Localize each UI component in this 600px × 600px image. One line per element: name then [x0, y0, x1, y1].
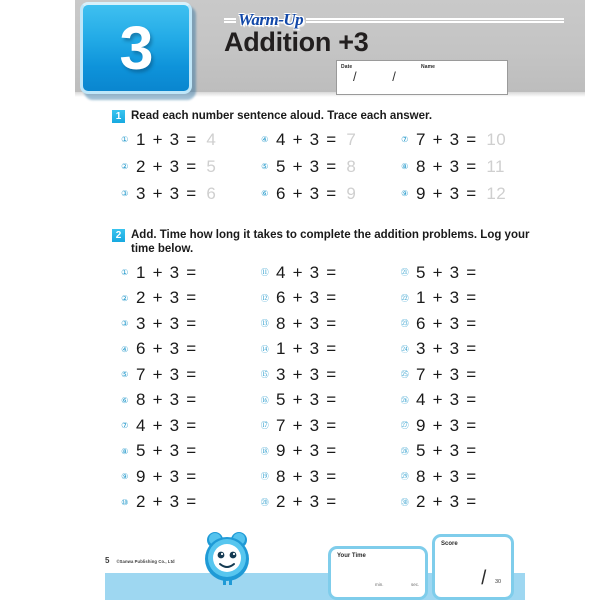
problem-expression: 6 + 3 =	[276, 288, 338, 308]
problem-index: ⑥	[121, 395, 128, 405]
problem-item[interactable]	[398, 260, 548, 286]
problem-expression: 4 + 3 =	[276, 262, 338, 282]
problem-item[interactable]	[398, 126, 548, 153]
problem-expression: 1 + 3 =	[136, 262, 198, 282]
problem-item[interactable]	[118, 337, 258, 363]
problem-item[interactable]	[258, 490, 398, 516]
problem-expression: 2 + 3 =	[416, 492, 478, 512]
problem-item[interactable]	[118, 153, 258, 180]
minutes-unit-label: min.	[375, 582, 384, 587]
problem-item[interactable]	[118, 311, 258, 337]
your-time-label: Your Time	[337, 553, 366, 559]
problem-index: ⑨	[401, 189, 408, 198]
problem-expression: 7 + 3 =	[276, 415, 338, 435]
problem-expression: 8 + 3 =	[416, 466, 478, 486]
trace-answer[interactable]: 8	[346, 156, 357, 176]
problem-item[interactable]	[118, 362, 258, 388]
problem-index: ⑥	[261, 189, 268, 198]
clock-mascot-icon	[198, 528, 256, 586]
problem-index: ㉒	[400, 293, 409, 303]
problem-index: ⑯	[260, 395, 269, 405]
problem-item[interactable]	[258, 464, 398, 490]
section-2-instruction: Add. Time how long it takes to complete the addition problems. Log your time below.	[131, 229, 530, 256]
trace-answer[interactable]: 12	[486, 183, 507, 203]
problem-expression: 5 + 3 =	[416, 441, 478, 461]
problem-index: ②	[121, 293, 128, 303]
section-1-heading	[112, 109, 532, 123]
name-label: Name	[421, 64, 436, 70]
footer-credit	[105, 556, 175, 565]
date-name-box[interactable]	[336, 60, 508, 95]
problem-index: ⑫	[260, 293, 269, 303]
problem-expression: 3 + 3 =	[136, 313, 198, 333]
problem-expression: 4 + 3 =	[276, 129, 338, 149]
problem-index: ⑦	[121, 421, 128, 431]
problem-index: ㉖	[400, 395, 409, 405]
problem-item[interactable]	[258, 439, 398, 465]
problem-expression: 4 + 3 =	[416, 390, 478, 410]
score-slash-icon: /	[480, 566, 487, 590]
problem-item[interactable]	[258, 311, 398, 337]
problem-index: ㉕	[400, 370, 409, 380]
problem-expression: 5 + 3 =	[276, 390, 338, 410]
problem-expression: 9 + 3 =	[416, 415, 478, 435]
problem-index: ⑦	[401, 135, 408, 144]
section-2-heading	[112, 228, 532, 257]
problem-index: ⑪	[260, 268, 269, 278]
problem-item[interactable]	[398, 490, 548, 516]
warmup-rule-left-icon	[224, 18, 236, 23]
problem-index: ⑬	[260, 319, 269, 329]
problem-expression: 2 + 3 =	[136, 288, 198, 308]
problem-index: ③	[121, 189, 128, 198]
section-2-problem-grid	[118, 260, 548, 515]
trace-answer[interactable]: 9	[346, 183, 357, 203]
date-slashes: / /	[353, 69, 412, 84]
problem-item[interactable]	[258, 362, 398, 388]
problem-item[interactable]	[118, 126, 258, 153]
problem-expression: 1 + 3 =	[416, 288, 478, 308]
problem-expression: 3 + 3 =	[276, 364, 338, 384]
trace-answer[interactable]: 7	[346, 129, 357, 149]
problem-item[interactable]	[118, 286, 258, 312]
page-title: Addition +3	[224, 27, 369, 57]
trace-answer[interactable]: 4	[206, 129, 217, 149]
problem-expression: 9 + 3 =	[136, 466, 198, 486]
problem-index: ⑱	[260, 446, 269, 456]
problem-expression: 2 + 3 =	[136, 156, 198, 176]
problem-item[interactable]	[258, 180, 398, 207]
problem-item[interactable]	[118, 180, 258, 207]
problem-index: ⑰	[260, 421, 269, 431]
problem-index: ㉓	[400, 319, 409, 329]
problem-expression: 7 + 3 =	[416, 364, 478, 384]
problem-expression: 8 + 3 =	[276, 466, 338, 486]
warmup-label: Warm-Up	[238, 10, 304, 29]
problem-item[interactable]	[118, 490, 258, 516]
trace-answer[interactable]: 6	[206, 183, 217, 203]
problem-item[interactable]	[118, 464, 258, 490]
problem-expression: 5 + 3 =	[136, 441, 198, 461]
your-time-box[interactable]	[328, 546, 428, 600]
problem-index: ⑤	[121, 370, 128, 380]
problem-item[interactable]	[398, 337, 548, 363]
problem-item[interactable]	[258, 153, 398, 180]
problem-expression: 2 + 3 =	[276, 492, 338, 512]
problem-index: ①	[121, 268, 128, 278]
problem-expression: 8 + 3 =	[416, 156, 478, 176]
problem-index: ⑭	[260, 344, 269, 354]
score-denominator: 30	[495, 579, 502, 585]
problem-item[interactable]	[398, 362, 548, 388]
problem-index: ⑳	[260, 497, 269, 507]
problem-expression: 7 + 3 =	[416, 129, 478, 149]
problem-expression: 3 + 3 =	[416, 339, 478, 359]
page-number: 5	[105, 556, 110, 565]
problem-expression: 5 + 3 =	[276, 156, 338, 176]
problem-index: ㉗	[400, 421, 409, 431]
problem-item[interactable]	[258, 126, 398, 153]
problem-item[interactable]	[118, 388, 258, 414]
problem-expression: 6 + 3 =	[136, 339, 198, 359]
problem-index: ⑧	[401, 162, 408, 171]
problem-index: ㉘	[400, 446, 409, 456]
problem-index: ⑲	[260, 472, 269, 482]
section-2-marker: 2	[112, 229, 125, 242]
problem-index: ②	[121, 162, 128, 171]
problem-item[interactable]	[398, 388, 548, 414]
problem-item[interactable]	[118, 413, 258, 439]
section-1-problem-grid	[118, 126, 548, 207]
problem-item[interactable]	[118, 260, 258, 286]
section-1-marker: 1	[112, 110, 125, 123]
problem-index: ㉚	[400, 497, 409, 507]
score-label: Score	[441, 541, 458, 547]
problem-expression: 8 + 3 =	[136, 390, 198, 410]
problem-expression: 5 + 3 =	[416, 262, 478, 282]
problem-item[interactable]	[118, 439, 258, 465]
problem-item[interactable]	[258, 260, 398, 286]
problem-expression: 6 + 3 =	[416, 313, 478, 333]
problem-item[interactable]	[398, 439, 548, 465]
problem-index: ⑩	[121, 497, 128, 507]
problem-item[interactable]	[398, 311, 548, 337]
problem-expression: 6 + 3 =	[276, 183, 338, 203]
problem-index: ④	[121, 344, 128, 354]
problem-expression: 8 + 3 =	[276, 313, 338, 333]
trace-answer[interactable]: 5	[206, 156, 217, 176]
problem-index: ⑮	[260, 370, 269, 380]
warmup-rule-right-icon	[306, 18, 564, 23]
problem-index: ⑧	[121, 446, 128, 456]
problem-item[interactable]	[398, 286, 548, 312]
problem-expression: 3 + 3 =	[136, 183, 198, 203]
date-label: Date	[341, 64, 353, 70]
trace-answer[interactable]: 10	[486, 129, 507, 149]
problem-index: ㉙	[400, 472, 409, 482]
problem-index: ㉑	[400, 268, 409, 278]
trace-answer[interactable]: 11	[486, 156, 505, 176]
problem-item[interactable]	[258, 413, 398, 439]
seconds-unit-label: sec.	[411, 582, 420, 587]
problem-expression: 1 + 3 =	[136, 129, 198, 149]
problem-expression: 2 + 3 =	[136, 492, 198, 512]
problem-expression: 7 + 3 =	[136, 364, 198, 384]
problem-expression: 4 + 3 =	[136, 415, 198, 435]
lesson-number-box	[80, 2, 192, 94]
copyright-notice: ©Sanwa Publishing Co., Ltd	[116, 559, 175, 564]
problem-expression: 1 + 3 =	[276, 339, 338, 359]
problem-index: ㉔	[400, 344, 409, 354]
score-box[interactable]	[432, 534, 514, 600]
problem-index: ①	[121, 135, 128, 144]
problem-index: ⑤	[261, 162, 268, 171]
lesson-number: 3	[119, 13, 153, 82]
problem-item[interactable]	[398, 153, 548, 180]
problem-expression: 9 + 3 =	[276, 441, 338, 461]
problem-index: ③	[121, 319, 128, 329]
problem-item[interactable]	[258, 388, 398, 414]
problem-item[interactable]	[258, 286, 398, 312]
problem-item[interactable]	[258, 337, 398, 363]
problem-item[interactable]	[398, 464, 548, 490]
problem-item[interactable]	[398, 413, 548, 439]
section-1-instruction: Read each number sentence aloud. Trace each answer.	[131, 110, 433, 122]
problem-index: ④	[261, 135, 268, 144]
problem-item[interactable]	[398, 180, 548, 207]
problem-index: ⑨	[121, 472, 128, 482]
problem-expression: 9 + 3 =	[416, 183, 478, 203]
